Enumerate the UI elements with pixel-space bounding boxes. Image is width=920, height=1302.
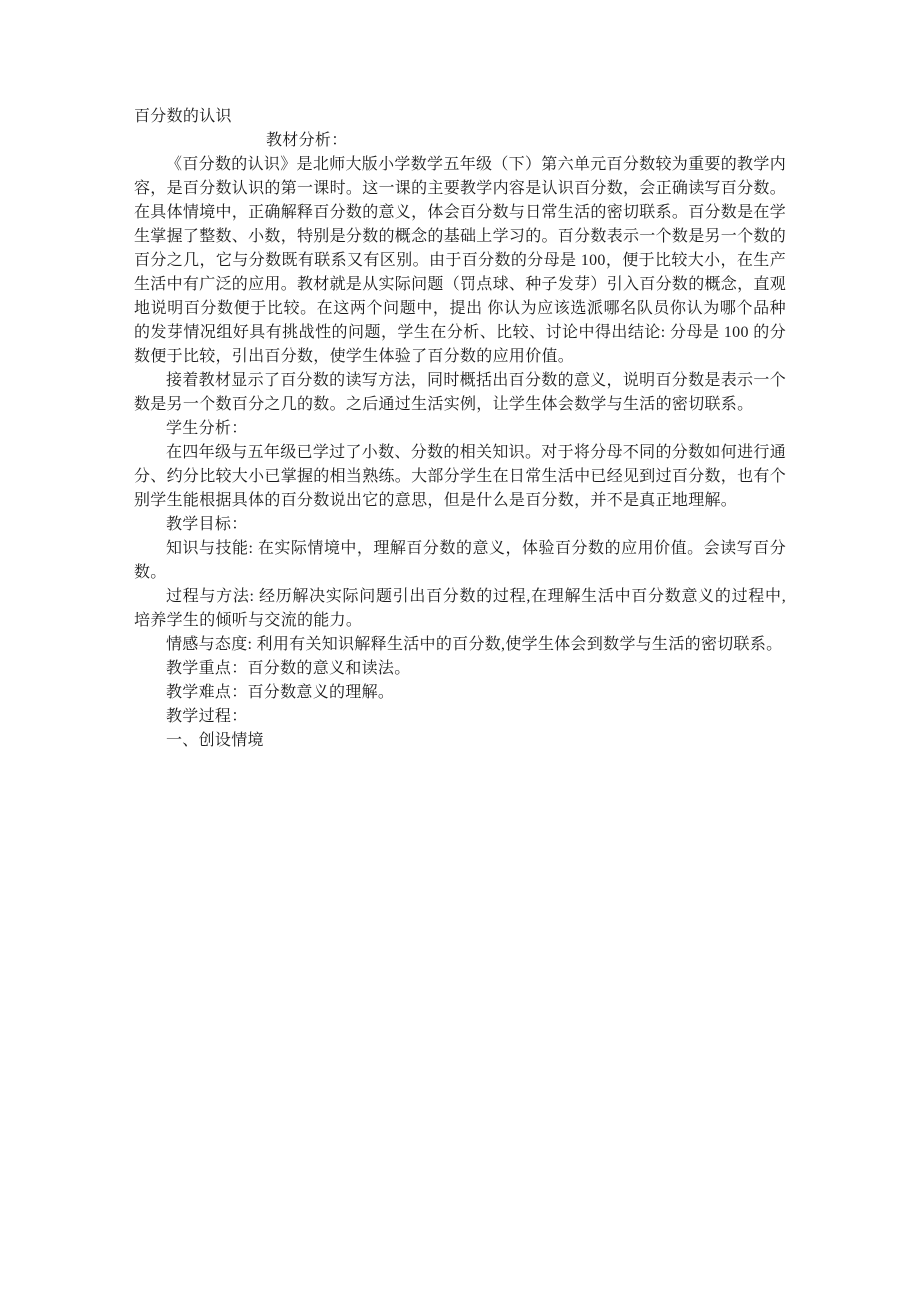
line-teaching-difficulty: 教学难点：百分数意义的理解。 (166, 684, 395, 701)
section-heading-teaching-process: 教学过程： (166, 708, 248, 725)
paragraph-knowledge-and-skills: 知识与技能: 在实际情境中，理解百分数的意义，体验百分数的应用价值。会读写百分数。 (134, 540, 786, 581)
line-step-one-create-situation: 一、创设情境 (166, 732, 264, 749)
section-heading-teaching-goals: 教学目标： (166, 516, 248, 533)
paragraph-emotion-and-attitude: 情感与态度: 利用有关知识解释生活中的百分数,使学生体会到数学与生活的密切联系。 (166, 636, 783, 653)
paragraph-process-and-methods: 过程与方法: 经历解决实际问题引出百分数的过程,在理解生活中百分数意义的过程中,培养学生的倾听与交流的能力。 (134, 588, 786, 629)
line-teaching-key-point: 教学重点：百分数的意义和读法。 (166, 660, 411, 677)
document-title: 百分数的认识 (134, 108, 232, 125)
paragraph-student-analysis: 在四年级与五年级已学过了小数、分数的相关知识。对于将分母不同的分数如何进行通分、约分比较大小已掌握的相当熟练。大部分学生在日常生活中已经见到过百分数，也有个别学生能根据具体的百分数说出它的意思，但是什么是百分数，并不是真正地理解。 (134, 444, 787, 509)
section-heading-material-analysis: 教材分析： (266, 132, 348, 149)
section-heading-student-analysis: 学生分析： (166, 420, 248, 437)
paragraph-material-analysis-1: 《百分数的认识》是北师大版小学数学五年级（下）第六单元百分数较为重要的教学内容，是百分数认识的第一课时。这一课的主要教学内容是认识百分数，会正确读写百分数。在具体情境中，正确解释百分数的意义，体会百分数与日常生活的密切联系。百分数是在学生掌握了整数、小数，特别是分数的概念的基础上学习的。百分数表示一个数是另一个数的百分之几，它与分数既有联系又有区别。由于百分数的分母是 100，便于比较大小，在生产生活中有广泛的应用。教材就是从实际问题（罚点球、种子发芽）引入百分数的概念，直观地说明百分数便于比较。在这两个问题中，提出 你认为应该选派哪名队员你认为哪个品种的发芽情况组好具有挑战性的问题，学生在分析、比较、讨论中得出结论: 分母是 100 的分数便于比较，引出百分数，使学生体验了百分数的应用价值。 (134, 156, 787, 365)
paragraph-material-analysis-2: 接着教材显示了百分数的读写方法，同时概括出百分数的意义，说明百分数是表示一个数是另一个数百分之几的数。之后通过生活实例，让学生体会数学与生活的密切联系。 (134, 372, 786, 413)
